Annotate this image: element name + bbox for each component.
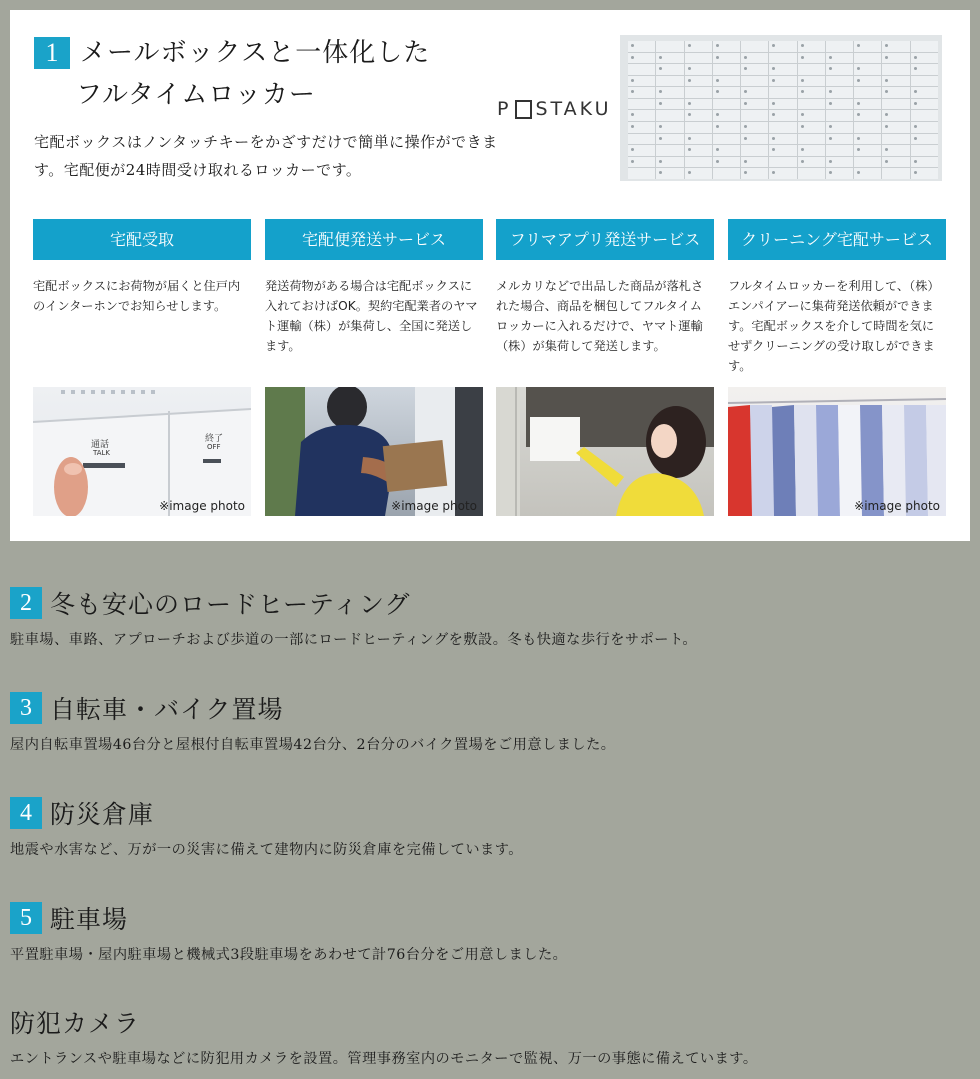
locker-door xyxy=(882,99,909,110)
locker-door xyxy=(769,168,796,179)
locker-door xyxy=(741,110,768,121)
locker-door xyxy=(798,87,825,98)
locker-door xyxy=(798,76,825,87)
locker-door xyxy=(741,87,768,98)
locker-door xyxy=(713,110,740,121)
service-text: 宅配ボックスにお荷物が届くと住戸内のインターホンでお知らせします。 xyxy=(33,279,241,313)
locker-title-line1: メールボックスと一体化した xyxy=(80,38,431,68)
locker-door xyxy=(826,64,853,75)
locker-door xyxy=(713,157,740,168)
talk-en-label: TALK xyxy=(93,449,111,457)
cleaning-photo xyxy=(728,387,946,516)
service-text: 発送荷物がある場合は宅配ボックスに入れておけばOK。契約宅配業者のヤマト運輸（株）が集荷し、全国に発送します。 xyxy=(265,279,478,353)
locker-door xyxy=(882,145,909,156)
service-column-pickup xyxy=(33,219,251,316)
locker-door xyxy=(628,110,655,121)
locker-door xyxy=(685,157,712,168)
locker-door xyxy=(911,134,938,145)
locker-door xyxy=(854,76,881,87)
service-label: 宅配受取 xyxy=(33,219,251,260)
locker-door xyxy=(798,99,825,110)
locker-door xyxy=(628,53,655,64)
section-text: 平置駐車場・屋内駐車場と機械式3段駐車場をあわせて計76台分をご用意しました。 xyxy=(10,947,568,963)
locker-door xyxy=(713,122,740,133)
section-title: 駐車場 xyxy=(50,905,129,934)
locker-door xyxy=(741,134,768,145)
locker-title-line2: フルタイムロッカー xyxy=(76,80,316,110)
locker-door xyxy=(628,41,655,52)
locker-door xyxy=(713,87,740,98)
locker-door xyxy=(769,99,796,110)
locker-door xyxy=(713,41,740,52)
locker-door xyxy=(911,41,938,52)
locker-door xyxy=(628,145,655,156)
locker-door xyxy=(656,99,683,110)
locker-door xyxy=(798,64,825,75)
section-title: 自転車・バイク置場 xyxy=(50,695,284,724)
locker-door xyxy=(628,64,655,75)
section-title: 防犯カメラ xyxy=(10,1009,141,1038)
locker-door xyxy=(882,87,909,98)
locker-door xyxy=(854,53,881,64)
locker-door xyxy=(798,168,825,179)
photo-caption: ※image photo xyxy=(854,499,940,513)
service-label: フリマアプリ発送サービス xyxy=(496,219,714,260)
locker-door xyxy=(685,122,712,133)
locker-door xyxy=(826,53,853,64)
locker-door xyxy=(713,168,740,179)
locker-door xyxy=(911,157,938,168)
section-number-badge: 3 xyxy=(10,692,42,724)
off-en-label: OFF xyxy=(207,443,221,451)
locker-door xyxy=(656,134,683,145)
locker-door xyxy=(628,99,655,110)
locker-door xyxy=(911,122,938,133)
locker-door xyxy=(854,87,881,98)
locker-door xyxy=(685,145,712,156)
locker-door xyxy=(769,41,796,52)
locker-door xyxy=(685,134,712,145)
locker-door xyxy=(854,145,881,156)
locker-door xyxy=(741,157,768,168)
locker-door xyxy=(911,87,938,98)
delivery-man-photo xyxy=(265,387,483,516)
locker-door xyxy=(854,134,881,145)
locker-door xyxy=(826,145,853,156)
locker-door xyxy=(826,134,853,145)
locker-door xyxy=(911,53,938,64)
locker-door xyxy=(656,145,683,156)
locker-door xyxy=(826,41,853,52)
locker-woman-photo xyxy=(496,387,714,516)
locker-door xyxy=(882,157,909,168)
locker-door xyxy=(854,64,881,75)
section-title: 防災倉庫 xyxy=(50,800,155,829)
locker-door xyxy=(911,145,938,156)
locker-door xyxy=(685,64,712,75)
locker-door xyxy=(769,53,796,64)
locker-door xyxy=(685,41,712,52)
locker-door xyxy=(656,157,683,168)
section-road-heating xyxy=(10,585,697,649)
locker-door xyxy=(798,157,825,168)
locker-door xyxy=(882,76,909,87)
delivery-illustration xyxy=(265,387,483,516)
intercom-illustration xyxy=(33,387,251,516)
locker-door xyxy=(741,99,768,110)
cleaning-illustration xyxy=(728,387,946,516)
locker-door xyxy=(882,122,909,133)
locker-door xyxy=(854,168,881,179)
locker-door xyxy=(769,145,796,156)
locker-door xyxy=(798,110,825,121)
section-text: 地震や水害など、万が一の災害に備えて建物内に防災倉庫を完備しています。 xyxy=(10,842,523,858)
photo-caption: ※image photo xyxy=(391,499,477,513)
off-label: 終了 xyxy=(205,434,224,444)
locker-door xyxy=(854,110,881,121)
section-text: 駐車場、車路、アプローチおよび歩道の一部にロードヒーティングを敷設。冬も快適な歩行をサポート。 xyxy=(10,632,698,648)
locker-door xyxy=(628,76,655,87)
locker-door xyxy=(741,41,768,52)
locker-door xyxy=(741,76,768,87)
locker-door xyxy=(741,145,768,156)
service-column-flea-market xyxy=(496,219,714,356)
locker-door xyxy=(741,53,768,64)
postaku-logo: P STAKU xyxy=(497,98,612,120)
locker-door xyxy=(854,41,881,52)
locker-door xyxy=(826,122,853,133)
locker-door xyxy=(826,168,853,179)
locker-image xyxy=(620,35,942,181)
locker-door xyxy=(769,64,796,75)
locker-door xyxy=(628,157,655,168)
locker-door xyxy=(656,53,683,64)
service-text: メルカリなどで出品した商品が落札された場合、商品を梱包してフルタイムロッカーに入れるだけで、ヤマト運輸（株）が集荷して発送します。 xyxy=(496,279,704,353)
service-column-shipping xyxy=(265,219,483,356)
locker-door xyxy=(685,110,712,121)
locker-door xyxy=(685,53,712,64)
locker-door xyxy=(656,110,683,121)
section-number-badge: 5 xyxy=(10,902,42,934)
section-number-badge: 1 xyxy=(34,37,70,69)
locker-door xyxy=(656,87,683,98)
locker-door xyxy=(911,64,938,75)
locker-door xyxy=(798,41,825,52)
locker-door xyxy=(826,76,853,87)
locker-door xyxy=(882,168,909,179)
locker-door xyxy=(882,134,909,145)
locker-door xyxy=(741,168,768,179)
locker-door xyxy=(713,76,740,87)
section-parking xyxy=(10,900,567,964)
locker-door xyxy=(628,87,655,98)
section-number-badge: 4 xyxy=(10,797,42,829)
locker-door xyxy=(854,99,881,110)
locker-door xyxy=(713,145,740,156)
locker-door xyxy=(826,99,853,110)
locker-door xyxy=(882,53,909,64)
service-text: フルタイムロッカーを利用して、（株）エンパイアーに集荷発送依頼ができます。宅配ボックスを介して時間を気にせずクリーニングの受け取しができます。 xyxy=(728,279,940,373)
locker-door xyxy=(911,76,938,87)
section-text: 屋内自転車置場46台分と屋根付自転車置場42台分、2台分のバイク置場をご用意しました。 xyxy=(10,737,616,753)
locker-door xyxy=(713,99,740,110)
locker-door xyxy=(798,145,825,156)
service-column-cleaning xyxy=(728,219,946,376)
locker-door xyxy=(911,110,938,121)
section-bicycle-parking xyxy=(10,690,615,754)
locker-door xyxy=(685,76,712,87)
locker-door xyxy=(656,64,683,75)
section-number-badge: 2 xyxy=(10,587,42,619)
locker-door xyxy=(769,157,796,168)
locker-door xyxy=(713,134,740,145)
intercom-photo xyxy=(33,387,251,516)
locker-door xyxy=(911,99,938,110)
photo-caption: ※image photo xyxy=(159,499,245,513)
locker-door xyxy=(656,168,683,179)
locker-door xyxy=(656,41,683,52)
locker-feature-panel xyxy=(10,10,970,541)
locker-door xyxy=(854,122,881,133)
locker-door xyxy=(882,110,909,121)
locker-door xyxy=(882,41,909,52)
locker-door xyxy=(685,99,712,110)
locker-door xyxy=(628,122,655,133)
locker-door xyxy=(769,110,796,121)
locker-door xyxy=(685,87,712,98)
section-security-camera xyxy=(10,1004,758,1068)
locker-door xyxy=(798,53,825,64)
locker-door xyxy=(826,157,853,168)
locker-door xyxy=(798,122,825,133)
locker-door xyxy=(741,64,768,75)
locker-door xyxy=(826,110,853,121)
locker-intro-text: 宅配ボックスはノンタッチキーをかざすだけで簡単に操作ができます。宅配便が24時間受け取れるロッカーです。 xyxy=(34,133,498,179)
locker-door xyxy=(769,122,796,133)
talk-label: 通話 xyxy=(91,440,110,450)
locker-door xyxy=(798,134,825,145)
locker-door-grid xyxy=(628,41,938,179)
locker-door xyxy=(628,168,655,179)
locker-door xyxy=(882,64,909,75)
locker-door xyxy=(713,53,740,64)
logo-square-icon xyxy=(515,100,532,119)
locker-door xyxy=(713,64,740,75)
section-title: 冬も安心のロードヒーティング xyxy=(50,590,411,619)
section-disaster-storage xyxy=(10,795,523,859)
service-label: 宅配便発送サービス xyxy=(265,219,483,260)
locker-door xyxy=(656,76,683,87)
locker-door xyxy=(656,122,683,133)
section-text: エントランスや駐車場などに防犯用カメラを設置。管理事務室内のモニターで監視、万一の事態に備えています。 xyxy=(10,1051,758,1067)
locker-door xyxy=(769,76,796,87)
locker-door xyxy=(685,168,712,179)
locker-door xyxy=(741,122,768,133)
locker-door xyxy=(854,157,881,168)
service-label: クリーニング宅配サービス xyxy=(728,219,946,260)
locker-door xyxy=(911,168,938,179)
locker-door xyxy=(628,134,655,145)
locker-door xyxy=(769,134,796,145)
locker-woman-illustration xyxy=(496,387,714,516)
locker-door xyxy=(769,87,796,98)
locker-door xyxy=(826,87,853,98)
